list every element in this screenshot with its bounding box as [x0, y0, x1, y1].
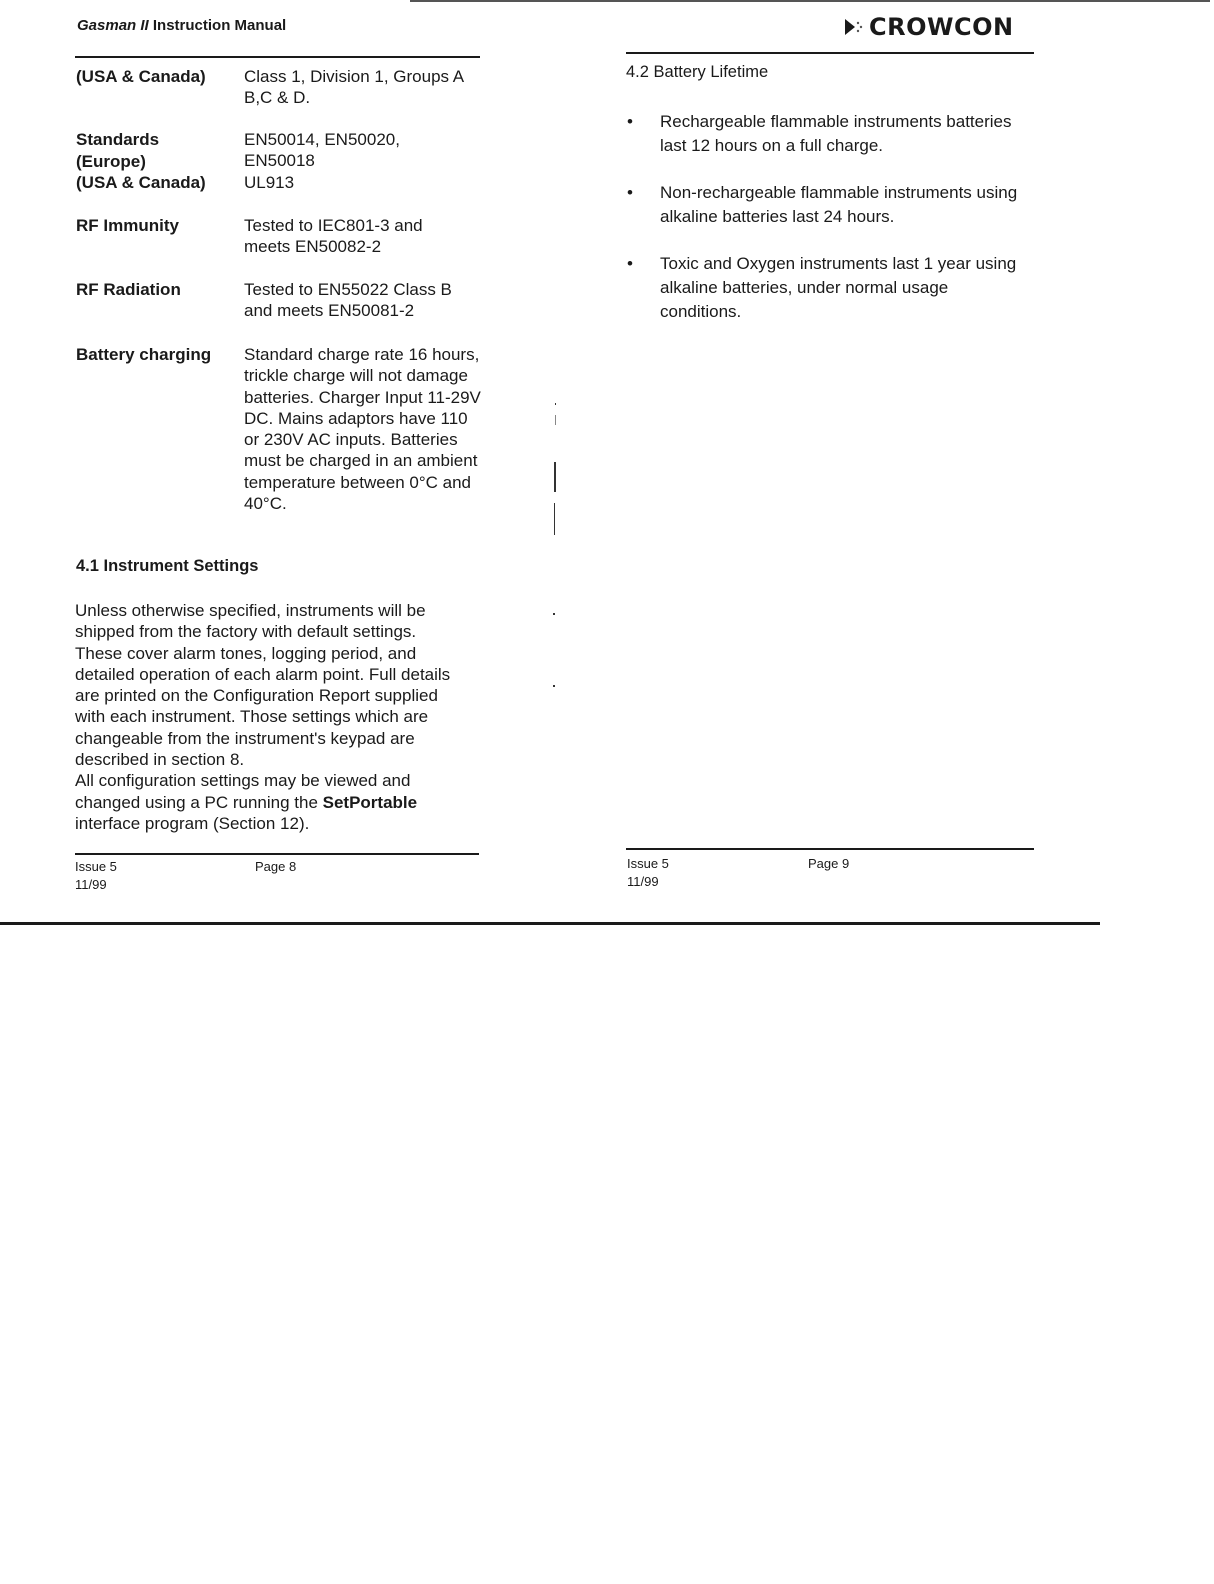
- spec-value-standards: EN50014, EN50020, EN50018 UL913: [244, 130, 400, 192]
- top-scan-line: [410, 0, 1210, 2]
- spec-label-standards: Standards (Europe) (USA & Canada): [76, 130, 206, 192]
- right-footer-page: Page 9: [808, 856, 850, 871]
- scan-artifact: [555, 403, 556, 405]
- right-header-rule: [626, 52, 1034, 54]
- left-footer-issue: [75, 858, 117, 894]
- left-footer-page: Page 8: [255, 859, 297, 874]
- spec-value-battery-charging: Standard charge rate 16 hours, trickle charge will not damage batteries. Charger Input 11-29V DC. Mains adaptors have 110 or 230V AC inputs. Batteries must be charged in an ambient temperature between 0°C and 40°C.: [244, 345, 481, 514]
- manual-title: Gasman II Instruction Manual: [77, 17, 287, 34]
- scan-artifact: [555, 415, 556, 425]
- bullet-icon: •: [627, 183, 633, 202]
- spec-value-usa-canada: Class 1, Division 1, Groups A B,C & D.: [244, 67, 464, 108]
- scan-artifact: [553, 613, 555, 615]
- crowcon-logo: [843, 13, 1014, 41]
- bullet-icon: •: [627, 112, 633, 131]
- left-footer-rule: [75, 853, 479, 855]
- footer-date-text: 11/99: [627, 874, 659, 889]
- left-header-rule: [75, 56, 480, 58]
- spec-label-rf-immunity: RF Immunity: [76, 216, 179, 235]
- footer-issue-text: Issue 5: [75, 859, 117, 874]
- footer-issue-text: Issue 5: [627, 856, 669, 871]
- spec-value-rf-immunity: Tested to IEC801-3 and meets EN50082-2: [244, 216, 423, 257]
- spec-label-usa-canada: (USA & Canada): [76, 67, 206, 86]
- spec-label-battery-charging: Battery charging: [76, 345, 212, 364]
- instrument-settings-paragraph: Unless otherwise specified, instruments will be shipped from the factory with default settings. These cover alarm tones, logging period, and detailed operation of each alarm point. Full details are printed on the Configuration Report supplied with each instrument. Those settings which are changeable from the instrument's keypad are described in section 8. All configuration settings may be viewed and changed using a PC running the SetPortable interface program (Section 12).: [75, 601, 451, 833]
- scan-artifact: [553, 685, 555, 687]
- spec-label-rf-radiation: RF Radiation: [76, 280, 181, 299]
- right-footer-rule: [626, 848, 1034, 850]
- scan-artifact: [554, 462, 556, 492]
- crowcon-logo-icon: [843, 16, 865, 38]
- brand-name: CROWCON: [869, 13, 1014, 41]
- spec-value-rf-radiation: Tested to EN55022 Class B and meets EN50081-2: [244, 280, 452, 321]
- section-heading-instrument-settings: 4.1 Instrument Settings: [76, 557, 259, 575]
- bullet-icon: •: [627, 254, 633, 273]
- bottom-scan-line: [0, 922, 1100, 925]
- footer-date-text: 11/99: [75, 877, 107, 892]
- right-footer-issue: [627, 855, 669, 891]
- section-heading-battery-lifetime: 4.2 Battery Lifetime: [626, 63, 769, 81]
- scan-artifact: [554, 503, 555, 535]
